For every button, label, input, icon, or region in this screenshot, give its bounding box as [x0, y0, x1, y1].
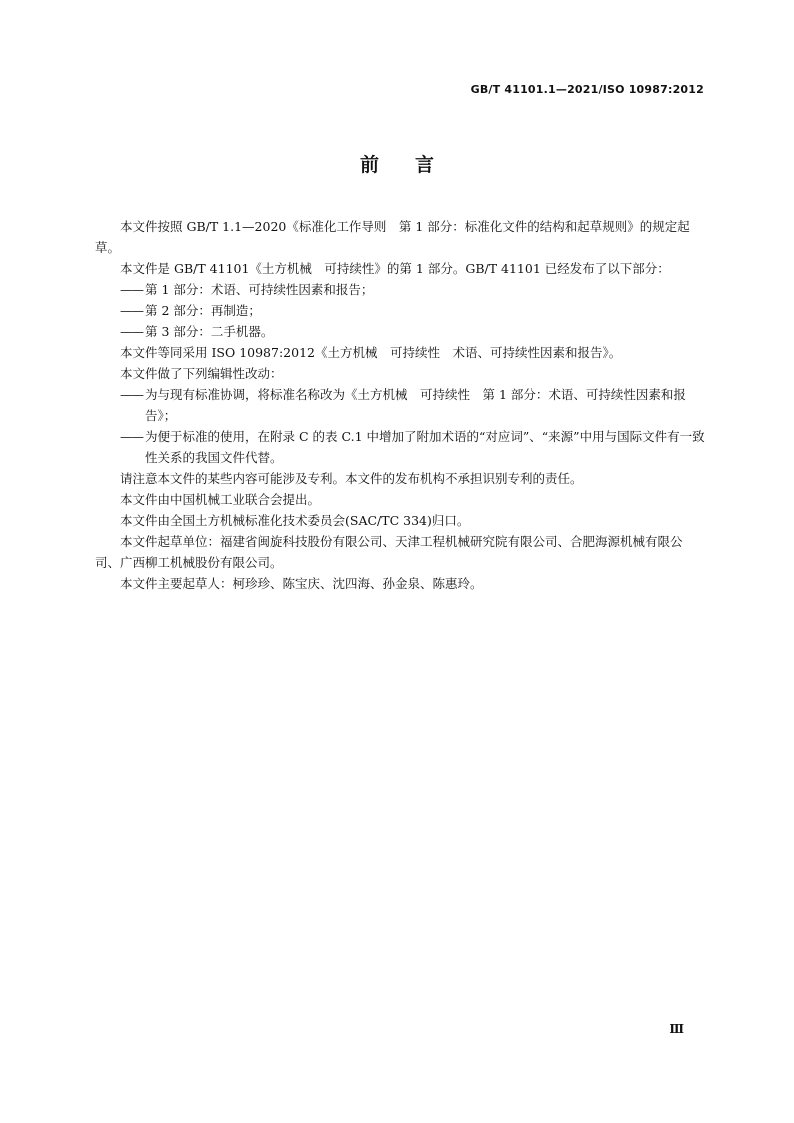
- list-item-change-2: [95, 426, 707, 468]
- paragraph-patent-notice: 请注意本文件的某些内容可能涉及专利。本文件的发布机构不承担识别专利的责任。: [120, 471, 583, 486]
- dash-bullet: ——: [120, 429, 143, 444]
- list-item-part-2: [95, 300, 707, 321]
- paragraph-drafters: 本文件主要起草人：柯珍珍、陈宝庆、沈四海、孙金泉、陈惠玲。: [120, 576, 483, 591]
- paragraph-adoption: 本文件等同采用 ISO 10987:2012《土方机械 可持续性 术语、可持续性因素和报告》。: [120, 345, 622, 360]
- list-item-change-1: [95, 384, 707, 426]
- paragraph-drafting-units: 本文件起草单位：福建省闽旋科技股份有限公司、天津工程机械研究院有限公司、合肥海源机械有限公司、广西柳工机械股份有限公司。: [95, 534, 683, 570]
- standard-code: GB/T 41101.1—2021/ISO 10987:2012: [470, 83, 704, 96]
- paragraph-changes-intro: 本文件做了下列编辑性改动：: [120, 366, 283, 381]
- list-item-text: 为便于标准的使用，在附录 C 的表 C.1 中增加了附加术语的“对应词”、“来源”中用与国际文件有一致性关系的我国文件代替。: [145, 429, 705, 465]
- list-item-text: 为与现有标准协调，将标准名称改为《土方机械 可持续性 第 1 部分：术语、可持续性因素和报告》；: [145, 387, 686, 423]
- page-title: 前言: [359, 154, 470, 176]
- paragraph-administered-by: 本文件由全国土方机械标准化技术委员会(SAC/TC 334)归口。: [120, 513, 470, 528]
- paragraph-series-parts: 本文件是 GB/T 41101《土方机械 可持续性》的第 1 部分。GB/T 41101 已经发布了以下部分：: [120, 261, 670, 276]
- page-number: Ⅲ: [669, 1022, 684, 1036]
- paragraph-drafting-rules: 本文件按照 GB/T 1.1—2020《标准化工作导则 第 1 部分：标准化文件的结构和起草规则》的规定起草。: [95, 219, 690, 255]
- dash-bullet: ——: [120, 303, 143, 318]
- list-item-text: 第 3 部分：二手机器。: [145, 324, 274, 339]
- dash-bullet: ——: [120, 387, 143, 402]
- preface-body: [95, 216, 707, 594]
- dash-bullet: ——: [120, 282, 143, 297]
- list-item-part-3: [95, 321, 707, 342]
- list-item-part-1: [95, 279, 707, 300]
- list-item-text: 第 1 部分：术语、可持续性因素和报告；: [145, 282, 374, 297]
- list-item-text: 第 2 部分：再制造；: [145, 303, 261, 318]
- paragraph-proposed-by: 本文件由中国机械工业联合会提出。: [120, 492, 321, 507]
- dash-bullet: ——: [120, 324, 143, 339]
